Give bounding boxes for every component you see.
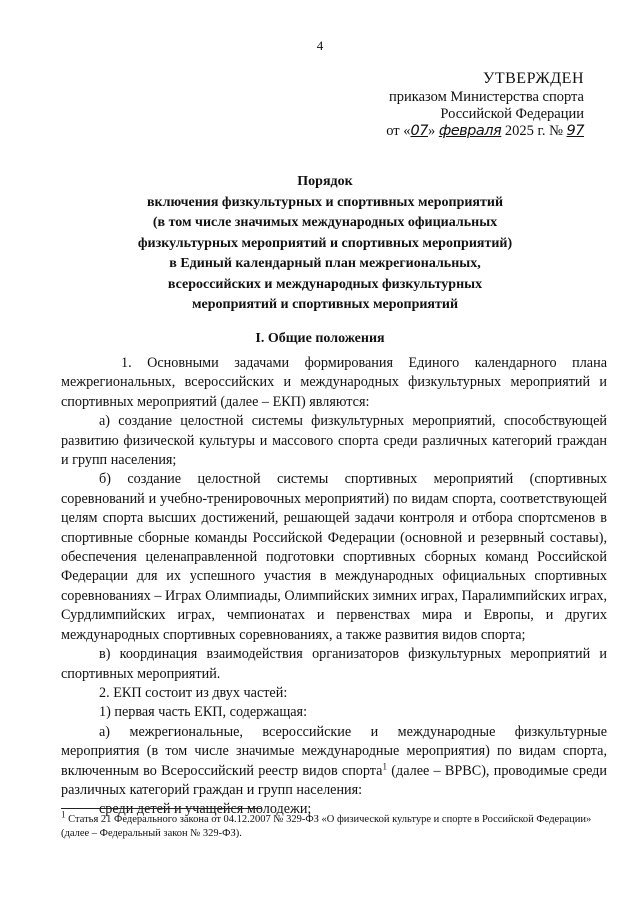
paragraph: а) создание целостной системы физкультурных мероприятий, способствующей развитию физической культуры и массового спорта среди различных категорий граждан и групп населения; xyxy=(61,413,607,469)
title-line: мероприятий и спортивных мероприятий xyxy=(191,297,459,312)
paragraph-text: (далее – ВРВС), проводимые среди различных категорий граждан и групп населения: xyxy=(61,762,607,798)
section-heading: I. Общие положения xyxy=(255,331,385,346)
title-line: физкультурных мероприятий и спортивных мероприятий) xyxy=(137,235,513,251)
approval-heading: УТВЕРЖДЕН xyxy=(483,70,584,87)
title-line: (в том числе значимых международных официальных xyxy=(152,215,498,230)
paragraph: в) координация взаимодействия организаторов физкультурных мероприятий и спортивных мероприятий. xyxy=(61,646,607,682)
approval-date-line xyxy=(374,123,584,140)
footnote-marker: 1 xyxy=(61,809,66,820)
title-line: в Единый календарный план межрегиональных, xyxy=(169,256,481,271)
handwritten-day: 07 xyxy=(410,123,428,139)
date-mid: » xyxy=(427,123,439,139)
date-suffix: 2025 г. № xyxy=(501,123,567,139)
page-number: 4 xyxy=(316,38,324,53)
date-prefix: от « xyxy=(386,123,411,139)
paragraph-text: а) межрегиональные, всероссийские и международные физкультурные мероприятия (в том числе значимые международные мероприятия) по видам спорта, включенным во Всероссийский реестр видов спорта xyxy=(61,723,607,779)
approval-block xyxy=(374,70,584,140)
footnote-reference: 1 xyxy=(382,760,387,771)
paragraph xyxy=(61,723,607,801)
paragraph: 2. ЕКП состоит из двух частей: xyxy=(99,684,288,701)
title-line: Порядок xyxy=(297,174,353,189)
handwritten-month: февраля xyxy=(438,123,502,139)
footnote-divider xyxy=(61,808,261,809)
title-line: включения физкультурных и спортивных мероприятий xyxy=(146,194,504,210)
document-body xyxy=(61,354,607,820)
paragraph: б) создание целостной системы спортивных мероприятий (спортивных соревнований и учебно-тренировочных мероприятий) по видам спорта, соответствующей целям спорта высших достижений, решающей задачи контроля и отбора спортсменов в спортивные сборные команды Российской Федерации (основной и резервный составы), обеспечения целенаправленной подготовки спортивных сборных команд Российской Федерации для их успешного участия в международных официальных спортивных соревнованиях – Играх Олимпиады, Олимпийских зимних играх, Паралимпийских играх, Сурдлимпийских играх, чемпионатах и первенствах мира и Европы, и других международных спортивных соревнованиях, а также развития видов спорта; xyxy=(61,471,607,643)
approval-line2: Российской Федерации xyxy=(440,106,584,122)
paragraph: 1. Основными задачами формирования Единого календарного плана межрегиональных, всероссийских и международных физкультурных мероприятий и спортивных мероприятий (далее – ЕКП) являются: xyxy=(61,355,607,410)
approval-line1: приказом Министерства спорта xyxy=(388,89,584,105)
handwritten-number: 97 xyxy=(566,123,584,139)
paragraph: 1) первая часть ЕКП, содержащая: xyxy=(99,704,308,721)
title-line: всероссийских и международных физкультурных xyxy=(167,276,483,292)
footnote-text: Статья 21 Федерального закона от 04.12.2007 № 329-ФЗ «О физической культуре и спорте в Российской Федерации» (далее – Федеральный закон № 329-ФЗ). xyxy=(61,814,592,839)
document-title xyxy=(80,172,570,316)
paragraph: среди детей и учащейся молодежи; xyxy=(99,801,312,818)
